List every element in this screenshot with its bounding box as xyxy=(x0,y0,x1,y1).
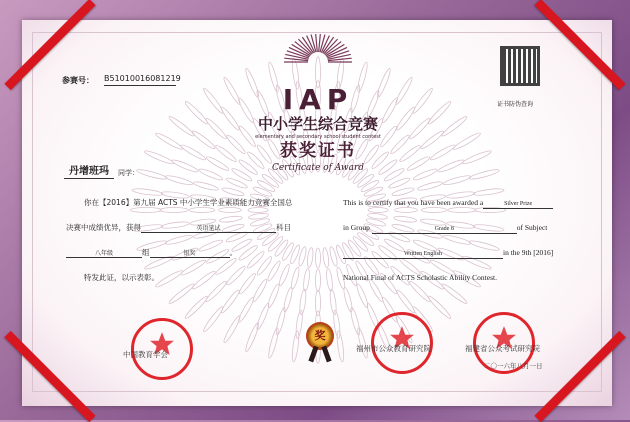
ray-ellipse xyxy=(225,176,248,189)
ray-ellipse xyxy=(154,131,184,151)
ray-ellipse xyxy=(473,188,505,197)
ray-ellipse xyxy=(336,331,345,363)
ray-ellipse xyxy=(144,149,175,166)
ray-ellipse xyxy=(219,208,242,213)
ray-ellipse xyxy=(238,272,258,295)
qr-label: 证书防伪查询 xyxy=(497,101,534,108)
ray-ellipse xyxy=(278,264,291,287)
serial-number: B51010016081219 xyxy=(104,74,176,86)
ray-ellipse xyxy=(204,280,228,304)
ray-ellipse xyxy=(238,158,259,176)
ray-ellipse xyxy=(130,208,161,213)
ray-ellipse xyxy=(221,186,244,197)
recipient-suffix: 同学： xyxy=(118,169,139,177)
ray-ellipse xyxy=(255,302,270,330)
en-line-2-prefix: in Group xyxy=(343,223,370,232)
en-line-3-suffix: in the 9th [2016] xyxy=(503,248,554,257)
ray-ellipse xyxy=(349,307,361,336)
ray-ellipse xyxy=(291,331,300,363)
ray-ellipse xyxy=(198,167,224,181)
en-line-2-suffix: of Subject xyxy=(516,223,548,232)
logo-burst-line xyxy=(319,34,321,52)
ray-ellipse xyxy=(180,143,207,162)
en-prize: Silver Prize xyxy=(483,201,553,209)
ray-ellipse xyxy=(419,129,445,150)
ray-ellipse xyxy=(377,158,398,176)
ray-ellipse xyxy=(322,247,330,267)
medal-label: 奖 xyxy=(314,329,326,342)
cn-line-2-suffix: 科目 xyxy=(276,223,291,232)
logo-iap: IAP xyxy=(282,83,354,116)
cn-group-label: 组 xyxy=(142,248,150,257)
ray-ellipse xyxy=(220,289,241,315)
en-line-4: National Final of ACTS Scholastic Ability Contest. xyxy=(343,273,497,282)
ray-ellipse xyxy=(191,270,217,291)
ray-ellipse xyxy=(282,287,293,313)
ray-ellipse xyxy=(427,100,453,126)
ray-ellipse xyxy=(408,280,432,304)
ray-ellipse xyxy=(356,327,369,358)
ray-ellipse xyxy=(306,247,314,267)
seal-3-org: 福建省公众考试研究院 xyxy=(465,344,540,353)
ray-ellipse xyxy=(191,129,217,150)
ray-ellipse xyxy=(202,305,225,333)
ray-ellipse xyxy=(189,208,215,213)
seal-1 xyxy=(131,318,193,380)
ray-ellipse xyxy=(275,307,287,336)
ray-ellipse xyxy=(383,167,405,183)
cn-line-2 xyxy=(66,223,291,233)
en-line-1 xyxy=(343,198,553,209)
en-line-1-prefix: This is to certify that you have been awarded a xyxy=(343,198,484,207)
ray-ellipse xyxy=(406,155,431,172)
ray-ellipse xyxy=(171,158,199,173)
award-title-en: Certificate of Award xyxy=(271,163,365,173)
ray-ellipse xyxy=(452,131,482,151)
cn-line-1: 你在【2016】第九届 ACTS 中小学生学业素质能力竞赛全国总 xyxy=(84,198,293,207)
ray-ellipse xyxy=(160,208,188,213)
ray-ellipse xyxy=(219,215,242,223)
cn-line-2-prefix: 决赛中成绩优异，获得 xyxy=(66,223,141,232)
ray-ellipse xyxy=(202,87,225,115)
ray-ellipse xyxy=(180,258,207,277)
ray-ellipse xyxy=(394,215,417,223)
cn-prize: 银奖 xyxy=(150,250,230,258)
cn-period: 。 xyxy=(229,248,237,257)
en-subject: Written English xyxy=(343,251,503,259)
ray-ellipse xyxy=(395,289,416,315)
en-grade: Grade 8 xyxy=(372,226,517,234)
ray-ellipse xyxy=(437,158,465,173)
ray-ellipse xyxy=(443,234,472,246)
ray-ellipse xyxy=(244,322,261,353)
issue-date: 二〇一六年八月一日 xyxy=(484,362,543,370)
ray-ellipse xyxy=(136,168,167,181)
ray-ellipse xyxy=(316,290,321,316)
ray-ellipse xyxy=(441,115,469,138)
medal-icon xyxy=(306,322,334,350)
cn-grade: 八年级 xyxy=(66,250,142,258)
ray-ellipse xyxy=(316,248,321,268)
ray-ellipse xyxy=(417,180,443,191)
ray-ellipse xyxy=(248,208,268,213)
ray-ellipse xyxy=(246,250,266,270)
cn-line-3 xyxy=(66,248,237,258)
ray-ellipse xyxy=(165,174,194,186)
ray-ellipse xyxy=(281,242,295,262)
ray-ellipse xyxy=(411,87,434,115)
ray-ellipse xyxy=(204,117,228,141)
ray-ellipse xyxy=(214,144,237,164)
ray-ellipse xyxy=(408,117,432,141)
contest-subtitle: elementary and secondary school student contest xyxy=(255,134,381,140)
ray-ellipse xyxy=(267,327,280,358)
award-title: 获奖证书 xyxy=(280,141,356,161)
logo-burst-line xyxy=(316,34,318,52)
ray-ellipse xyxy=(427,294,453,320)
ray-ellipse xyxy=(443,174,472,186)
ray-ellipse xyxy=(342,287,353,313)
ray-ellipse xyxy=(326,268,334,291)
ray-ellipse xyxy=(388,176,411,189)
ray-ellipse xyxy=(168,115,196,138)
ray-ellipse xyxy=(165,234,194,246)
ray-ellipse xyxy=(391,186,414,197)
ray-ellipse xyxy=(290,266,301,289)
cn-subject: 英语笔试 xyxy=(141,225,276,233)
ray-ellipse xyxy=(251,278,268,303)
ray-ellipse xyxy=(429,143,456,162)
ray-ellipse xyxy=(316,269,321,292)
ray-ellipse xyxy=(168,282,196,305)
ray-ellipse xyxy=(303,268,311,291)
serial-label: 参赛号： xyxy=(62,76,94,85)
seal-2 xyxy=(371,312,433,374)
ray-ellipse xyxy=(256,255,274,276)
seal-2-org: 福州市公众教育研究院 xyxy=(356,344,431,353)
ray-ellipse xyxy=(184,294,210,320)
ray-ellipse xyxy=(468,168,499,181)
qr-code[interactable] xyxy=(500,46,540,86)
ray-ellipse xyxy=(441,282,469,305)
ray-ellipse xyxy=(193,180,219,191)
ray-ellipse xyxy=(214,257,237,277)
ray-ellipse xyxy=(132,188,164,197)
ray-ellipse xyxy=(412,167,438,181)
seal-1-org: 中国教育学会 xyxy=(123,350,168,359)
ray-ellipse xyxy=(398,144,421,164)
cn-closing: 特发此证，以示表彰。 xyxy=(84,273,159,282)
contest-title: 中小学生综合竞赛 xyxy=(257,115,378,133)
ray-ellipse xyxy=(184,100,210,126)
ray-ellipse xyxy=(266,260,282,282)
ray-ellipse xyxy=(289,244,301,264)
ray-ellipse xyxy=(329,246,339,267)
ray-ellipse xyxy=(297,246,307,267)
ray-ellipse xyxy=(238,244,259,262)
en-line-3 xyxy=(343,248,553,259)
ray-ellipse xyxy=(462,149,493,166)
ray-ellipse xyxy=(231,167,253,183)
ray-ellipse xyxy=(205,155,230,172)
recipient-name: 丹增班玛 xyxy=(64,166,114,179)
en-line-2 xyxy=(343,223,547,234)
